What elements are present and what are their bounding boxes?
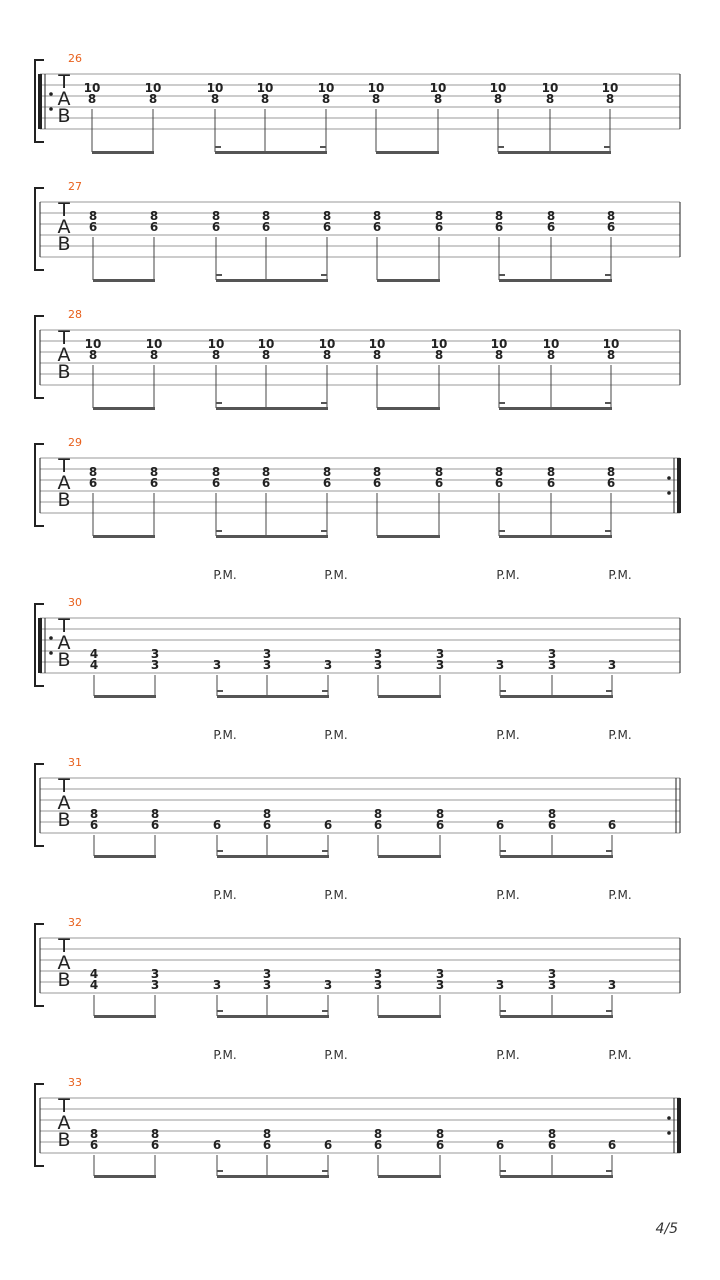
fret-number: 8 [547,807,557,821]
repeat-dot [49,107,53,111]
fret-number: 3 [323,658,333,672]
fret-number: 8 [494,209,504,223]
repeat-dot [667,1116,671,1120]
tab-clef-letter: B [57,105,71,127]
fret-number: 6 [435,818,445,832]
fret-number: 8 [211,209,221,223]
partial-beam [500,690,506,692]
fret-number: 10 [489,81,507,95]
fret-number: 3 [373,967,383,981]
partial-beam [216,402,222,404]
fret-number: 3 [435,647,445,661]
fret-number: 8 [260,92,270,106]
fret-number: 6 [606,220,616,234]
fret-number: 10 [601,81,619,95]
fret-number: 8 [261,465,271,479]
fret-number: 8 [149,465,159,479]
partial-beam [321,530,327,532]
repeat-end-thick-bar [677,458,681,513]
fret-number: 6 [547,1138,557,1152]
note-beam [500,695,613,698]
tab-system [35,52,680,154]
tab-clef-letter: B [57,489,71,511]
palm-mute-label: P.M. [496,888,520,902]
fret-number: 3 [607,658,617,672]
partial-beam [217,1170,223,1172]
note-beam [217,695,329,698]
fret-number: 6 [262,818,272,832]
fret-number: 3 [323,978,333,992]
fret-number: 10 [256,81,274,95]
palm-mute-label: P.M. [213,1048,237,1062]
fret-number: 6 [495,1138,505,1152]
palm-mute-label: P.M. [608,888,632,902]
note-beam [216,407,328,410]
tab-system [35,308,680,410]
fret-number: 6 [434,220,444,234]
fret-number: 8 [371,92,381,106]
tab-clef-letter: B [57,361,71,383]
fret-number: 8 [261,348,271,362]
note-beam [377,535,440,538]
partial-beam [321,274,327,276]
fret-number: 6 [150,1138,160,1152]
tab-clef-letter: B [57,969,71,991]
note-beam [215,151,327,154]
palm-mute-label: P.M. [324,888,348,902]
fret-number: 3 [495,658,505,672]
fret-number: 10 [429,81,447,95]
tab-clef-letter: A [57,792,71,814]
note-beam [377,407,440,410]
partial-beam [322,1010,328,1012]
fret-number: 3 [435,967,445,981]
partial-beam [606,1010,612,1012]
fret-number: 8 [211,348,221,362]
fret-number: 3 [212,658,222,672]
fret-number: 8 [433,92,443,106]
fret-number: 8 [605,92,615,106]
note-beam [94,1015,156,1018]
fret-number: 8 [494,348,504,362]
fret-number: 8 [435,1127,445,1141]
fret-number: 8 [322,465,332,479]
fret-number: 6 [89,1138,99,1152]
fret-number: 8 [606,209,616,223]
note-beam [378,695,441,698]
fret-number: 8 [546,465,556,479]
partial-beam [606,690,612,692]
tab-clef-letter: T [58,327,70,349]
fret-number: 6 [434,476,444,490]
note-beam [378,1015,441,1018]
fret-number: 3 [262,658,272,672]
fret-number: 8 [546,209,556,223]
measure-number: 33 [68,1076,82,1089]
fret-number: 6 [88,220,98,234]
fret-number: 10 [367,81,385,95]
palm-mute-label: P.M. [213,568,237,582]
partial-beam [322,690,328,692]
repeat-dot [49,92,53,96]
tab-clef-letter: A [57,216,71,238]
fret-number: 8 [322,209,332,223]
fret-number: 3 [547,967,557,981]
fret-number: 6 [607,818,617,832]
fret-number: 8 [606,348,616,362]
repeat-end-thick-bar [677,1098,681,1153]
note-beam [93,407,155,410]
fret-number: 6 [149,220,159,234]
fret-number: 6 [546,220,556,234]
fret-number: 8 [493,92,503,106]
measure-number: 31 [68,756,82,769]
fret-number: 3 [435,658,445,672]
fret-number: 10 [430,337,448,351]
note-beam [499,535,612,538]
fret-number: 6 [322,220,332,234]
palm-mute-label: P.M. [608,1048,632,1062]
note-beam [216,535,328,538]
tab-clef-letter: T [58,1095,70,1117]
fret-number: 8 [149,348,159,362]
fret-number: 8 [373,1127,383,1141]
measure-number: 26 [68,52,82,65]
note-beam [500,1175,613,1178]
note-beam [500,1015,613,1018]
tab-system [35,180,680,282]
fret-number: 8 [321,92,331,106]
fret-number: 6 [262,1138,272,1152]
fret-number: 10 [207,337,225,351]
fret-number: 6 [261,220,271,234]
note-beam [500,855,613,858]
partial-beam [604,146,610,148]
tab-system [35,888,680,1018]
fret-number: 3 [547,647,557,661]
partial-beam [216,530,222,532]
tab-system [35,568,680,698]
tab-system [35,728,680,858]
fret-number: 4 [89,647,99,661]
partial-beam [217,1010,223,1012]
fret-number: 3 [150,658,160,672]
palm-mute-label: P.M. [213,728,237,742]
measure-number: 27 [68,180,82,193]
fret-number: 8 [87,92,97,106]
fret-number: 6 [211,220,221,234]
fret-number: 6 [435,1138,445,1152]
fret-number: 8 [262,807,272,821]
fret-number: 8 [261,209,271,223]
fret-number: 8 [435,807,445,821]
note-beam [93,535,155,538]
palm-mute-label: P.M. [213,888,237,902]
fret-number: 8 [606,465,616,479]
fret-number: 8 [545,92,555,106]
fret-number: 6 [607,1138,617,1152]
fret-number: 8 [322,348,332,362]
note-beam [377,279,440,282]
repeat-dot [667,491,671,495]
fret-number: 8 [434,209,444,223]
fret-number: 6 [372,476,382,490]
tab-clef-letter: T [58,615,70,637]
partial-beam [499,274,505,276]
note-beam [94,1175,156,1178]
measure-number: 28 [68,308,82,321]
palm-mute-label: P.M. [608,568,632,582]
palm-mute-label: P.M. [496,728,520,742]
fret-number: 8 [434,465,444,479]
repeat-start-thick-bar [38,74,42,129]
tab-clef-letter: B [57,649,71,671]
tab-system [35,436,681,538]
fret-number: 6 [212,818,222,832]
fret-number: 6 [373,818,383,832]
fret-number: 8 [88,348,98,362]
fret-number: 8 [494,465,504,479]
tab-clef-letter: B [57,1129,71,1151]
fret-number: 3 [262,967,272,981]
fret-number: 8 [89,807,99,821]
fret-number: 3 [262,978,272,992]
note-beam [94,695,156,698]
tab-clef-letter: A [57,88,71,110]
fret-number: 10 [83,81,101,95]
fret-number: 8 [262,1127,272,1141]
partial-beam [320,146,326,148]
partial-beam [605,530,611,532]
fret-number: 6 [150,818,160,832]
fret-number: 8 [372,465,382,479]
partial-beam [322,850,328,852]
note-beam [499,279,612,282]
fret-number: 3 [373,647,383,661]
fret-number: 4 [89,967,99,981]
tab-clef-letter: T [58,775,70,797]
tab-clef-letter: A [57,472,71,494]
fret-number: 4 [89,658,99,672]
partial-beam [322,1170,328,1172]
fret-number: 6 [373,1138,383,1152]
fret-number: 8 [150,807,160,821]
tab-clef-letter: A [57,1112,71,1134]
fret-number: 8 [89,1127,99,1141]
fret-number: 4 [89,978,99,992]
fret-number: 10 [257,337,275,351]
fret-number: 6 [372,220,382,234]
fret-number: 3 [262,647,272,661]
partial-beam [606,850,612,852]
fret-number: 3 [150,967,160,981]
note-beam [378,855,441,858]
measure-number: 30 [68,596,82,609]
fret-number: 3 [607,978,617,992]
note-beam [94,855,156,858]
fret-number: 8 [148,92,158,106]
fret-number: 3 [495,978,505,992]
partial-beam [215,146,221,148]
fret-number: 6 [494,220,504,234]
fret-number: 6 [322,476,332,490]
note-beam [216,279,328,282]
fret-number: 8 [149,209,159,223]
partial-beam [500,1170,506,1172]
tab-clef-letter: A [57,344,71,366]
note-beam [217,1015,329,1018]
fret-number: 3 [547,658,557,672]
tab-clef-letter: T [58,935,70,957]
repeat-dot [667,476,671,480]
fret-number: 10 [368,337,386,351]
partial-beam [606,1170,612,1172]
fret-number: 10 [206,81,224,95]
fret-number: 6 [323,1138,333,1152]
page-indicator: 4/5 [655,1221,678,1237]
fret-number: 10 [144,81,162,95]
tab-clef-letter: A [57,952,71,974]
fret-number: 3 [547,978,557,992]
fret-number: 8 [150,1127,160,1141]
fret-number: 10 [542,337,560,351]
tab-clef-letter: T [58,455,70,477]
fret-number: 8 [373,807,383,821]
fret-number: 8 [547,1127,557,1141]
fret-number: 6 [606,476,616,490]
measure-number: 29 [68,436,82,449]
repeat-dot [49,651,53,655]
partial-beam [500,1010,506,1012]
palm-mute-label: P.M. [496,568,520,582]
fret-number: 6 [89,818,99,832]
note-beam [376,151,439,154]
fret-number: 6 [546,476,556,490]
fret-number: 6 [211,476,221,490]
partial-beam [217,850,223,852]
partial-beam [499,402,505,404]
fret-number: 8 [210,92,220,106]
fret-number: 6 [212,1138,222,1152]
note-beam [498,151,611,154]
fret-number: 6 [495,818,505,832]
fret-number: 10 [490,337,508,351]
partial-beam [605,402,611,404]
tab-clef-letter: B [57,809,71,831]
fret-number: 8 [372,348,382,362]
fret-number: 3 [150,647,160,661]
partial-beam [500,850,506,852]
fret-number: 10 [318,337,336,351]
tab-clef-letter: A [57,632,71,654]
fret-number: 8 [434,348,444,362]
tab-clef-letter: B [57,233,71,255]
fret-number: 10 [317,81,335,95]
repeat-dot [667,1131,671,1135]
note-beam [378,1175,441,1178]
partial-beam [217,690,223,692]
fret-number: 8 [372,209,382,223]
palm-mute-label: P.M. [324,568,348,582]
fret-number: 6 [494,476,504,490]
partial-beam [499,530,505,532]
tab-clef-letter: T [58,199,70,221]
partial-beam [321,402,327,404]
palm-mute-label: P.M. [496,1048,520,1062]
note-beam [92,151,154,154]
note-beam [217,1175,329,1178]
fret-number: 10 [602,337,620,351]
fret-number: 8 [546,348,556,362]
fret-number: 3 [212,978,222,992]
partial-beam [498,146,504,148]
fret-number: 6 [149,476,159,490]
fret-number: 10 [541,81,559,95]
fret-number: 6 [547,818,557,832]
partial-beam [605,274,611,276]
fret-number: 3 [150,978,160,992]
note-beam [93,279,155,282]
fret-number: 10 [145,337,163,351]
palm-mute-label: P.M. [608,728,632,742]
fret-number: 8 [88,209,98,223]
partial-beam [216,274,222,276]
tab-clef-letter: T [58,71,70,93]
repeat-dot [49,636,53,640]
repeat-start-thick-bar [38,618,42,673]
measure-number: 32 [68,916,82,929]
fret-number: 6 [88,476,98,490]
fret-number: 6 [261,476,271,490]
note-beam [217,855,329,858]
fret-number: 10 [84,337,102,351]
fret-number: 8 [211,465,221,479]
fret-number: 6 [323,818,333,832]
tab-system [35,1048,681,1178]
note-beam [499,407,612,410]
fret-number: 8 [88,465,98,479]
palm-mute-label: P.M. [324,728,348,742]
palm-mute-label: P.M. [324,1048,348,1062]
fret-number: 3 [373,658,383,672]
fret-number: 3 [373,978,383,992]
fret-number: 3 [435,978,445,992]
